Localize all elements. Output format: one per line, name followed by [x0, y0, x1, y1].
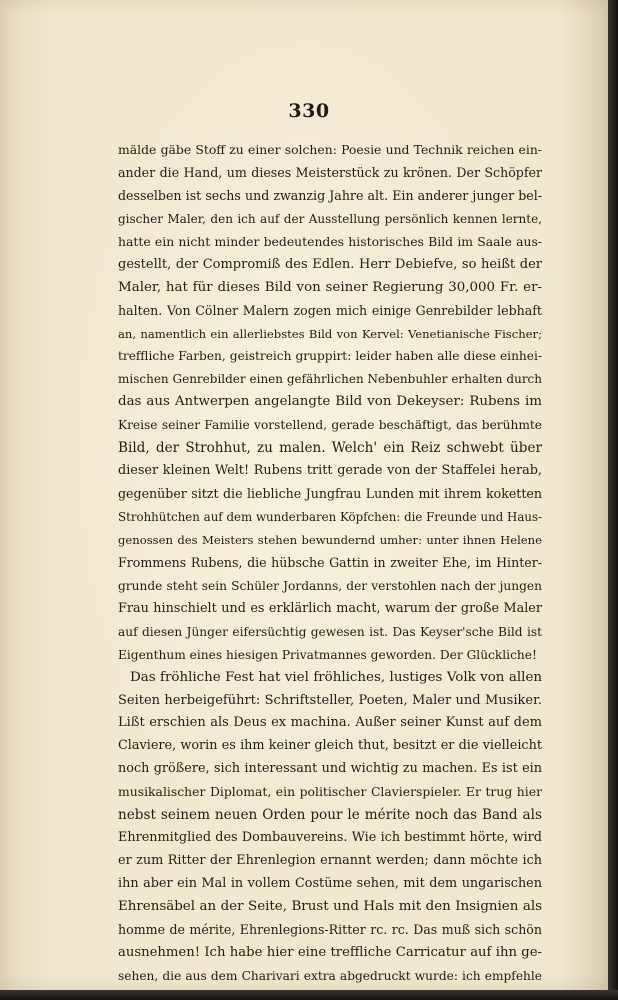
text-line: Ehrensäbel an der Seite, Brust und Hals mit den Insignien als — [118, 898, 542, 914]
page-edge-shadow-bottom — [0, 990, 618, 1000]
text-line: ihn aber ein Mal in vollem Costüme sehen, mit dem ungarischen — [118, 876, 542, 891]
text-line: musikalischer Diplomat, ein politischer Clavierspieler. Er trug hier — [118, 784, 542, 800]
text-line: genossen des Meisters stehen bewundernd umher: unter ihnen Helene — [118, 532, 542, 547]
text-line: er zum Ritter der Ehrenlegion ernannt werden; dann möchte ich — [118, 853, 542, 869]
text-line: homme de mérite, Ehrenlegions-Ritter rc. rc. Das muß sich schön — [118, 921, 542, 937]
text-line: treffliche Farben, geistreich gruppirt: leider haben alle diese einhei- — [118, 349, 542, 364]
text-line: Seiten herbeigeführt: Schriftsteller, Poeten, Maler und Musiker. — [118, 692, 542, 708]
paragraph-start-line: Das fröhliche Fest hat viel fröhliches, lustiges Volk von allen — [130, 669, 542, 685]
text-line: Frommens Rubens, die hübsche Gattin in zweiter Ehe, im Hinter- — [118, 554, 542, 570]
text-line: ausnehmen! Ich habe hier eine treffliche Carricatur auf ihn ge- — [118, 944, 542, 960]
text-line: desselben ist sechs und zwanzig Jahre alt. Ein anderer junger bel- — [118, 187, 542, 203]
text-line: gegenüber sitzt die liebliche Jungfrau Lunden mit ihrem koketten — [118, 486, 542, 502]
text-line: halten. Von Cölner Malern zogen mich einige Genrebilder lebhaft — [118, 302, 542, 318]
text-line: Frau hinschielt und es erklärlich macht, warum der große Maler — [118, 600, 542, 616]
text-line: noch größere, sich interessant und wichtig zu machen. Es ist ein — [118, 761, 542, 777]
text-line: Bild, der Strohhut, zu malen. Welch' ein Reiz schwebt über — [118, 440, 542, 457]
text-line: Ehrenmitglied des Dombauvereins. Wie ich bestimmt hörte, wird — [118, 830, 542, 846]
text-line: dieser kleinen Welt! Rubens tritt gerade von der Staffelei herab, — [118, 463, 542, 479]
paragraph-end-line: Eigenthum eines hiesigen Privatmannes geworden. Der Glückliche! — [118, 647, 537, 662]
text-line: Claviere, worin es ihm keiner gleich thut, besitzt er die vielleicht — [118, 738, 542, 754]
text-line: hatte ein nicht minder bedeutendes historisches Bild im Saale aus- — [118, 233, 542, 249]
text-line: an, namentlich ein allerliebstes Bild von Kervel: Venetianische Fischer; — [118, 326, 542, 341]
text-line: grunde steht sein Schüler Jordanns, der verstohlen nach der jungen — [118, 578, 542, 593]
body-text — [118, 139, 542, 988]
text-line: Lißt erschien als Deus ex machina. Außer seiner Kunst auf dem — [118, 715, 542, 731]
text-line: gischer Maler, den ich auf der Ausstellung persönlich kennen lernte, — [118, 211, 542, 226]
text-line: auf diesen Jünger eifersüchtig gewesen ist. Das Keyser'sche Bild ist — [118, 624, 542, 639]
text-line: nebst seinem neuen Orden pour le mérite noch das Band als — [118, 807, 542, 824]
text-line: mischen Genrebilder einen gefährlichen Nebenbuhler erhalten durch — [118, 372, 542, 387]
text-line: gestellt, der Compromiß des Edlen. Herr Debiefve, so heißt der — [118, 256, 542, 272]
text-line: Kreise seiner Familie vorstellend, gerade beschäftigt, das berühmte — [118, 418, 542, 433]
text-line: Strohhütchen auf dem wunderbaren Köpfchen: die Freunde und Haus- — [118, 510, 542, 524]
text-line: ander die Hand, um dieses Meisterstück zu krönen. Der Schöpfer — [118, 164, 542, 180]
text-line: das aus Antwerpen angelangte Bild von Dekeyser: Rubens im — [118, 394, 542, 410]
text-line: mälde gäbe Stoff zu einer solchen: Poesie und Technik reichen ein- — [118, 142, 542, 157]
page-number: 330 — [288, 100, 330, 122]
text-line: sehen, die aus dem Charivari extra abgedruckt wurde: ich empfehle — [118, 968, 542, 983]
page-edge-shadow — [608, 0, 618, 1000]
text-line: Maler, hat für dieses Bild von seiner Regierung 30,000 Fr. er- — [118, 279, 542, 295]
